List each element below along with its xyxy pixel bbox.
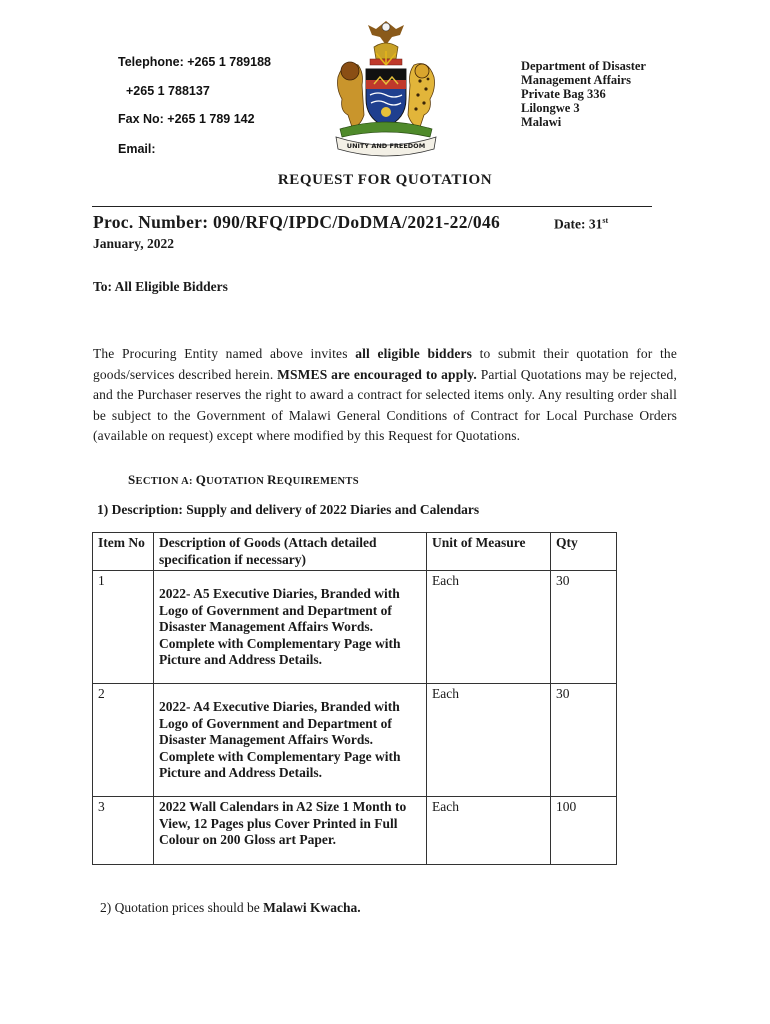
item-number: 3 [93,797,154,865]
item-description: 2022- A4 Executive Diaries, Branded with Logo of Government and Department of Disaster Management Affairs Words. Complete with Complementary Page with Picture and Address Details. [154,684,427,797]
header-item-no: Item No [93,533,154,571]
quotation-currency: Malawi Kwacha. [263,900,361,915]
intro-text-1: The Procuring Entity named above invites [93,346,356,361]
item-description: 2022 Wall Calendars in A2 Size 1 Month to View, 12 Pages plus Cover Printed in Full Colour on 200 Gloss art Paper. [154,797,427,865]
document-date [554,216,608,233]
description-heading: 1) Description: Supply and delivery of 2022 Diaries and Calendars [97,502,480,517]
table-header-row [93,533,617,571]
department-line-2: Management Affairs [521,73,632,87]
table-row [93,571,617,684]
section-letter-s: S [128,472,136,487]
department-line-1: Department of Disaster [521,59,646,73]
header-unit-of-measure: Unit of Measure [427,533,551,571]
item-unit: Each [427,684,551,797]
item-qty: 30 [551,571,617,684]
department-address [521,59,646,129]
item-number: 1 [93,571,154,684]
section-text-uotation: UOTATION [206,476,268,487]
table-row [93,684,617,797]
item-description: 2022- A5 Executive Diaries, Branded with Logo of Government and Department of Disaster Management Affairs Words. Complete with Complementary Page with Picture and Address Details. [154,571,427,684]
malawi-coat-of-arms-logo [330,15,442,157]
department-line-3: Private Bag 336 [521,87,606,101]
email-label: Email: [118,142,156,156]
item-qty: 30 [551,684,617,797]
department-line-4: Lilongwe 3 [521,101,580,115]
intro-bold-eligible: all eligible bidders [355,346,473,361]
section-a-heading [128,472,359,488]
date-suffix: st [602,216,609,225]
intro-text-3: Partial Quotations may be rejected, and the Purchaser reserves the right to award a contract for selected items only. Any resulting order shall be subject to the Government of Malawi General Conditions of Contract for Local Purchase Orders (available on request) except where modified by this Request for Quotations. [93,366,677,443]
quotation-prices-note [100,900,361,916]
section-letter-q: Q [195,472,207,487]
telephone-line-1: Telephone: +265 1 789188 [118,55,271,69]
section-letter-r: R [267,472,277,487]
table-row [93,797,617,865]
crest-motto: UNITY AND FREEDOM [346,142,426,150]
procurement-number: Proc. Number: 090/RFQ/IPDC/DoDMA/2021-22/046 [93,212,501,232]
document-title: REQUEST FOR QUOTATION [277,172,493,188]
intro-paragraph [93,344,677,447]
telephone-line-2: +265 1 788137 [126,84,210,98]
department-line-5: Malawi [521,115,562,129]
item-qty: 100 [551,797,617,865]
title-rule [92,206,652,207]
item-unit: Each [427,797,551,865]
section-text-equirements: EQUIREMENTS [276,476,359,487]
intro-bold-msmes: MSMES are encouraged to apply. [277,366,477,382]
section-text-ection: ECTION A: [135,476,196,487]
item-unit: Each [427,571,551,684]
date-label: Date: 31 [554,216,603,232]
date-month-year: January, 2022 [93,236,175,251]
fax-number: Fax No: +265 1 789 142 [118,112,255,126]
quotation-prices-text: 2) Quotation prices should be [100,900,264,915]
addressee: To: All Eligible Bidders [93,279,228,294]
header-description: Description of Goods (Attach detailed specification if necessary) [154,533,427,571]
item-number: 2 [93,684,154,797]
header-qty: Qty [551,533,617,571]
intro-text-2: to submit their quotation for the goods/services described herein. [93,346,677,382]
goods-table [92,532,617,865]
